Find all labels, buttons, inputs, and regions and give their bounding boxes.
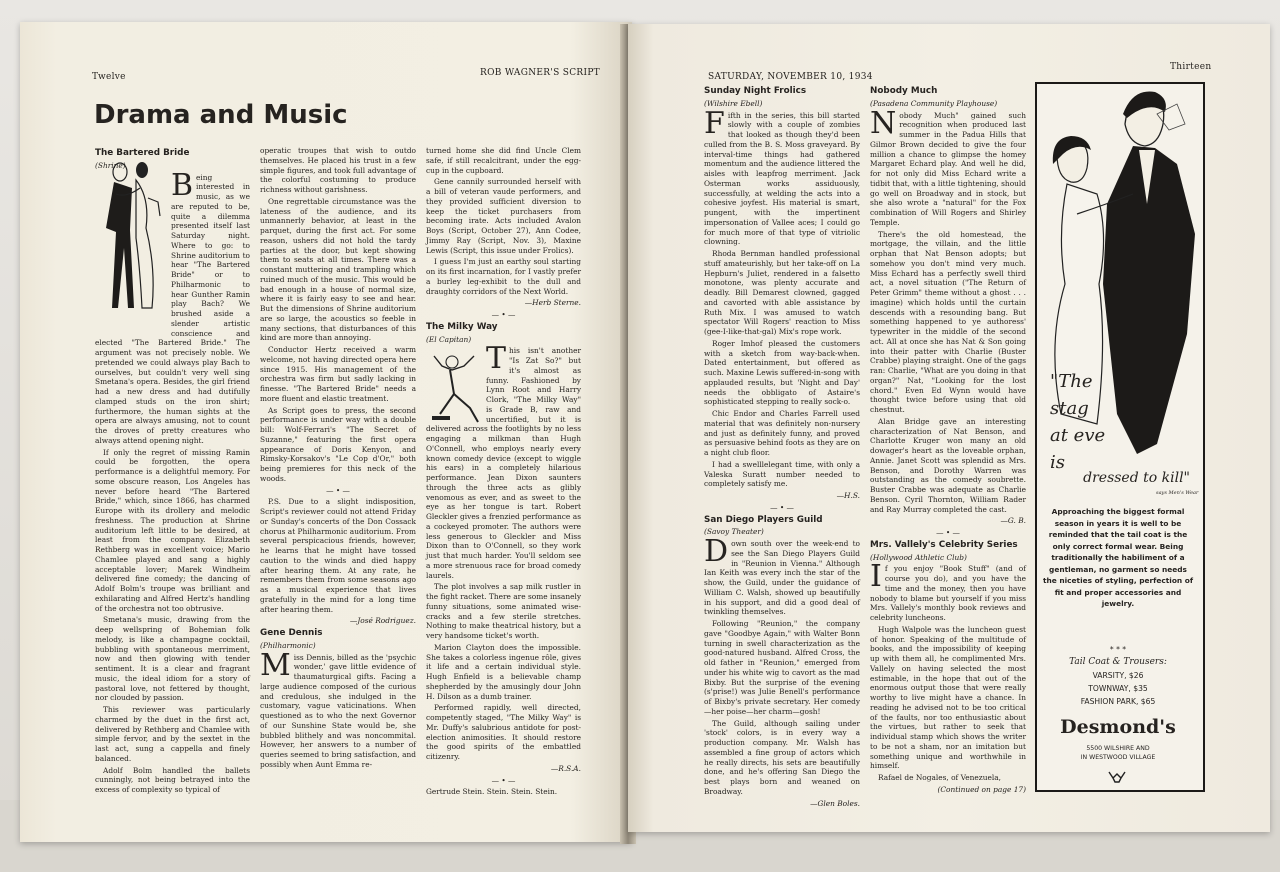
left-column-2 — [260, 146, 416, 794]
ad-address-line-2: IN WESTWOOD VILLAGE — [1080, 754, 1156, 761]
article-venue: (Wilshire Ebell) — [704, 98, 763, 108]
article-paragraph: Performed rapidly, well directed, competently staged, "The Milky Way" is Mr. Duffy's salubrious antidote for post-election animosities. It should restore the good spirits of the embattled citizenry. — [426, 703, 581, 761]
ad-product-line: Tail Coat & Trousers: — [1069, 657, 1167, 667]
drop-cap: T — [486, 341, 507, 377]
article-heading: Gene Dennis — [260, 628, 323, 638]
ad-price-varsity: VARSITY, $26 — [1092, 671, 1144, 680]
paragraph-text: obody Much" gained such recognition when produced last summer in the Padua Hills that Gilmor Brown decided to give the four million a chance to glimpse the homey Margaret Echard play. And well he did, for not only did Miss Echard write a tidbit that, with a little tightening, should go well on Broadway and in stock, but she also wrote a "natural" for the Fox combination of Will Rogers and Shirley Temple. — [870, 110, 1026, 227]
paragraph-text: iss Dennis, billed as the 'psychic wonder,' gave little evidence of thaumaturgical gifts. Facing a large audience composed of the curious and credulous, she indulged in the customary, vague vaticinations. When questioned as to who the next Governor of our Sunshine State would be, she bubbled blithely and was noncommital. However, her answers to a number of queries seemed to bring satisfaction, and possibly when Aunt Emma re- — [260, 652, 416, 769]
article-heading: The Milky Way — [426, 321, 498, 332]
ad-headline-line-2: stag — [1050, 398, 1089, 419]
article-paragraph: Rafael de Nogales, of Venezuela, — [878, 773, 1001, 782]
section-title: Drama and Music — [94, 100, 348, 130]
article-opening-paragraph — [704, 534, 860, 617]
article-signature: —G. B. — [1000, 516, 1026, 526]
article-opening-paragraph — [260, 647, 416, 770]
ad-headline-line-3: at eve — [1050, 425, 1106, 446]
article-paragraph: Smetana's music, drawing from the deep wellspring of Bohemian folk melody, is like a champagne cocktail, bubbling with spontaneous merriment, now and then glowing with tender sentiment. It is a clear and fragrant music, the ideal idiom for a story of pastoral love, not fettered by thought, nor clouded by passion. — [95, 615, 250, 703]
ad-credit: says Men's Wear — [1156, 490, 1199, 496]
article-venue: (Savoy Theater) — [704, 527, 764, 537]
article-opening-paragraph — [870, 559, 1026, 623]
ad-price-fashion-park: FASHION PARK, $65 — [1080, 697, 1156, 706]
ad-headline-line-4: is — [1050, 452, 1065, 473]
ad-headline-line-1: "The — [1050, 371, 1093, 392]
left-column-3 — [426, 146, 581, 801]
article-heading: Nobody Much — [870, 86, 938, 96]
article-signature: —Glen Boles. — [810, 798, 860, 808]
article-separator: — • — — [936, 528, 960, 537]
article-paragraph: operatic troupes that wish to outdo themselves. He placed his trust in a few simple figures, and took full advantage of the colorful costuming to produce richness without garishness. — [260, 146, 416, 194]
article-venue: (El Capitan) — [426, 334, 472, 344]
article-paragraph: As Script goes to press, the second performance is under way with a double bill: Wolf-Ferrari's "The Secret of Suzanne," featuring the first opera appearance of Doris Kenyon, and Rimsky-Korsakov's "Le Cop d'Or," both being premieres for this neck of the woods. — [260, 405, 416, 483]
drop-cap: F — [704, 105, 725, 141]
article-heading: The Bartered Bride — [95, 148, 190, 158]
stag-emblem-icon — [1103, 768, 1131, 784]
article-paragraph: Rhoda Bernman handled professional stuff amateurishly, but her take-off on La Hepburn's Juliet, rendered in a falsetto monotone, was plenty accurate and deadly. Bill Demarest clowned, gagged and cavorted with able assistance by Ruth Mix. I was amused to watch spectator Will Rogers' reaction to Miss (gee-I-like-that-gal) Mix's rope work. — [704, 249, 860, 336]
article-heading: San Diego Players Guild — [704, 514, 823, 525]
right-column-1 — [704, 84, 860, 808]
right-column-2 — [870, 84, 1026, 792]
article-paragraph: P.S. Due to a slight indisposition, Script's reviewer could not attend Friday or Sunday's concerts of the Don Cossack chorus at Philharmonic auditorium. From several perspicacious friends, however, he learns that he might have tossed caution to the winds and died happy after hearing them. At any rate, he remembers them from some seasons ago as a musical experience that lives gratefully in the mind for a long time after hearing them. — [260, 497, 416, 614]
article-paragraph: There's the old homestead, the mortgage, the villain, and the little orphan that Nat Benson adopts; but somehow you don't mind very much. Miss Echard has a perfectly swell third act, a novel situation ("The Return of Peter Grimm" theme without a ghost . . . imagine) which holds until the curtain descends with a resounding bang. But something happened to ye authoress' typewriter in the middle of the second act. All at once she has Nat & Son going into their patter with Charlie (Buster Crabbe) playing straight. One of the gags ran: Charlie, "What are you doing in that organ?" Nat, "Looking for the lost chord." Even Ed Wynn would have thought twice before using that old chestnut. — [870, 229, 1026, 414]
right-date-head: SATURDAY, NOVEMBER 10, 1934 — [708, 72, 873, 82]
article-separator: — • — — [770, 502, 794, 512]
ad-address-line-1: 5500 WILSHIRE AND — [1086, 745, 1150, 752]
paragraph-text: eing interested in music, as we are reputed to be, quite a dilemma presented itself last Saturday night. Where to go: to Shrine auditorium to hear "The Bartered Bride" or to Philharmonic to hear Gunther Ramin play Bach? We brushed aside a slender artistic conscience and elected "The Bartered Bride." The argument was not precisely noble. We pretended we could always play Bach to ourselves, but couldn't very well sing Smetana's opera. Besides, the girl friend had a new dress and had dutifully clamped studs on the iron shirt; furthermore, the human sights at the opera are always amusing, not to count the droves of pretty creatures who always attend opening night. — [95, 172, 250, 445]
article-paragraph: I had a swelllelegant time, with only a Valeska Suratt number needed to completely satisfy me. — [704, 459, 860, 489]
paragraph-text: f you enjoy "Book Stuff" (and of course you do), and you have the time and the money, then you have nobody to blame but yourself if you miss Mrs. Vallely's monthly book reviews and celebrity luncheons. — [870, 564, 1026, 622]
article-paragraph: This reviewer was particularly charmed by the duet in the first act, delivered by Rethberg and Chamlee with simple fervor, and by the sextet in the last act, sung a cappella and finely balanced. — [95, 705, 250, 763]
left-page-number: Twelve — [92, 72, 126, 82]
ad-headline — [1050, 368, 1140, 476]
article-signature: —Herb Sterne. — [524, 298, 581, 308]
article-paragraph: If only the regret of missing Ramin could be forgotten, the opera performance is a delightful memory. For some obscure reason, Los Angeles has never before heard "The Bartered Bride," which, since 1866, has charmed Europe with its drollery and melodic freshness. The production at Shrine auditorium left little to be desired, at least from the company. Elizabeth Rethberg was in excellent voice; Mario Chamlee played and sang a highly acceptable lover; Marek Windheim delivered fine comedy; the dancing of Adolf Bolm's troupe was brilliant and exhilarating and Alfred Hertz's handling of the orchestra not too obtrusive. — [95, 447, 250, 613]
article-venue: (Hollywood Athletic Club) — [870, 552, 967, 562]
drop-cap: M — [260, 647, 291, 683]
article-paragraph: The plot involves a sap milk rustler in the fight racket. There are some insanely funny situations, some animated wise-cracks and a few sterile stretches. Nothing to make theatrical history, but a very handsome ticket's worth. — [426, 582, 581, 640]
article-opening-paragraph — [704, 105, 860, 248]
ad-body-text: Approaching the biggest formal season in years it is well to be reminded that the tail coat is the only correct formal wear. Being traditionally the habiliment of a gentleman, no garment so needs the niceties of styling, perfection of fit and proper accessories and jewelry. — [1042, 507, 1194, 608]
right-page-number: Thirteen — [1170, 62, 1212, 72]
paragraph-text: his isn't another "Is Zat So?" but it's almost as funny. Fashioned by Lynn Root and Harry Clork, "The Milky Way" is Grade B, raw and uncertified, but it is delivered across the footlights by no less engaging a milkman than Hugh O'Connell, who employs nearly every known comedy device (except to wiggle his ears) in a completely hilarious performance. Jean Dixon saunters through the three acts as glibly venomous as ever, and as sweet to the eye as her tongue is tart. Robert Gleckler gives a frenzied performance as a cockeyed promoter. The authors were less generous to Gleckler and Miss Dixon than to O'Connell, so they work just that much harder. You'll seldom see a more strenuous race for broad comedy laurels. — [426, 346, 581, 580]
article-signature: —José Rodriguez. — [349, 616, 416, 626]
drop-cap: N — [870, 105, 897, 141]
article-paragraph: Hugh Walpole was the luncheon guest of honor. Speaking of the multitude of books, and the impossibility of keeping up with them all, he complimented Mrs. Vallely on having selected the most estimable, in the hope that out of the enormous output those that were really worthy to live might have a chance. In reading he advised not to be too critical of the faults, nor too enthusiastic about the virtues, but rather to seek that individual stamp which shows the writer to be not a sham, nor an imitation but something unique and worthwhile in himself. — [870, 624, 1026, 771]
article-separator: — • — — [491, 310, 516, 319]
left-column-1 — [95, 146, 250, 794]
drop-cap: D — [704, 534, 729, 569]
drop-cap: B — [171, 167, 194, 203]
article-separator: — • — — [326, 485, 350, 495]
ad-stars: * * * — [1109, 645, 1127, 654]
ad-price-list — [1042, 646, 1194, 710]
article-paragraph: Following "Reunion," the company gave "Goodbye Again," with Walter Bonn turning in swell characterization as the good-natured husband. Alfred Cross, the old father in "Reunion," emerged from under his white wig to cavort as the mad Bixby. But the surprise of the evening (s'prise!) was Julie Benell's performance of Bixby's private secretary. Her comedy —her poise—her charm—gosh! — [704, 619, 860, 716]
article-paragraph: Chic Endor and Charles Farrell used material that was definitely non-nursery and just as definitely funny, and proved as persuasive behind foots as they are on a night club floor. — [704, 409, 860, 457]
drop-cap: I — [870, 559, 882, 595]
article-paragraph: Adolf Bolm handled the ballets cunningly, not being betrayed into the excess of complexity so typical of — [95, 765, 250, 794]
ad-address — [1040, 744, 1196, 762]
article-paragraph: I guess I'm just an earthy soul starting on its first incarnation, for I vastly prefer a burley leg-exhibit to the dull and draughty corridors of the Next World. — [426, 257, 581, 296]
article-paragraph: Alan Bridge gave an interesting characterization of Nat Benson, and Charlotte Kruger won many an old dowager's heart as the loveable orphan, Annie. Janet Scott was splendid as Mrs. Benson, and Dorothy Warren was outstanding as the comedy soubrette. Buster Crabbe was adequate as Charlie Benson. Cyril Thornton, William Rader and Ray Murray completed the cast. — [870, 416, 1026, 514]
article-separator: — • — — [491, 775, 516, 785]
article-signature: (Continued on page 17) — [937, 784, 1026, 794]
article-heading: Sunday Night Frolics — [704, 86, 807, 96]
ad-price-townway: TOWNWAY, $35 — [1088, 684, 1148, 693]
article-paragraph: Gertrude Stein. Stein. Stein. Stein. — [426, 787, 558, 797]
article-paragraph: The Guild, although sailing under 'stock' colors, is in every way a production company. Mr. Walsh has assembled a fine group of actors which he really directs, his sets are beautifully done, and he's offering San Diego the best plays born and weaned on Broadway. — [704, 718, 860, 796]
article-opening-paragraph — [95, 167, 250, 446]
left-running-head: ROB WAGNER'S SCRIPT — [480, 68, 600, 78]
article-paragraph: One regrettable circumstance was the lateness of the audience, and its unmannerly behavior, at least in the parquet, during the first act. For some reason, ushers did not hold the tardy parties at the door, but kept showing them to seats at all times. There was a constant muttering and trampling which ruined much of the music. This would be bad enough in a house of normal size, where it is fairly easy to see and hear. But the dimensions of Shrine auditorium are so large, the acoustics so feeble in many sections, that disturbances of this kind are more than annoying. — [260, 196, 416, 343]
article-paragraph: Roger Imhof pleased the customers with a sketch from way-back-when. Dated entertainment, but offered as such. Maxine Lewis suffered-in-song with applauded results, but 'Night and Day' needs the obbligato of Astaire's sophisticated stepping to really sock-o. — [704, 338, 860, 407]
desmonds-logo: Desmond's — [1060, 716, 1176, 738]
article-heading: Mrs. Vallely's Celebrity Series — [870, 539, 1018, 550]
article-signature: —R.S.A. — [550, 763, 581, 773]
article-opening-paragraph — [870, 105, 1026, 228]
article-paragraph: Marion Clayton does the impossible. She takes a colorless ingenue rôle, gives it life and a certain individual style. Hugh Enfield is a believable champ shepherded by the amusingly dour John H. Dilson as a dumb trainer. — [426, 642, 581, 701]
paragraph-text: ifth in the series, this bill started slowly with a couple of zombies that looked as though they'd been culled from the B. S. Moss graveyard. By interval-time things had gathered momentum and the audience littered the aisles with leapfrog merriment. Jack Osterman works assiduously, successfully, at welding the acts into a cohesive joyfest. His material is smart, pungent, with the impertinent impersonation of Vallee aces; I could go for much more of that type of vitriolic clowning. — [704, 110, 860, 247]
article-paragraph: Gene cannily surrounded herself with a bill of veteran vaude performers, and they provided sufficient diversion to keep the ticket purchasers from becoming irate. Acts included Avalon Boys (Script, October 27), Ann Codee, Jimmy Ray (Script, Nov. 3), Maxine Lewis (Script, this issue under Frolics). — [426, 177, 581, 255]
article-signature: —H.S. — [836, 491, 860, 500]
article-venue: (Philharmonic) — [260, 640, 316, 650]
milkman-illustration — [430, 352, 486, 428]
article-venue: (Pasadena Community Playhouse) — [870, 98, 998, 108]
illustration-spacer — [95, 173, 171, 333]
article-paragraph: Conductor Hertz received a warm welcome, not having directed opera here since 1915. His management of the orchestra was firm but sadly lacking in finesse. "The Bartered Bride" needs a more fluent and elastic treatment. — [260, 345, 416, 403]
article-paragraph: turned home she did find Uncle Clem safe, if still recalcitrant, under the egg-cup in the cupboard. — [426, 146, 581, 175]
ad-tagline: dressed to kill" — [1083, 470, 1190, 486]
paragraph-text: own south over the week-end to see the San Diego Players Guild in "Reunion in Vienna." Although Ian Keith was every inch the star of the show, the Guild, under the guidance of William C. Walsh, showed up beautifully in his support, and did a good deal of twinkling themselves. — [704, 539, 860, 617]
article-venue: (Shrine) — [95, 160, 126, 170]
